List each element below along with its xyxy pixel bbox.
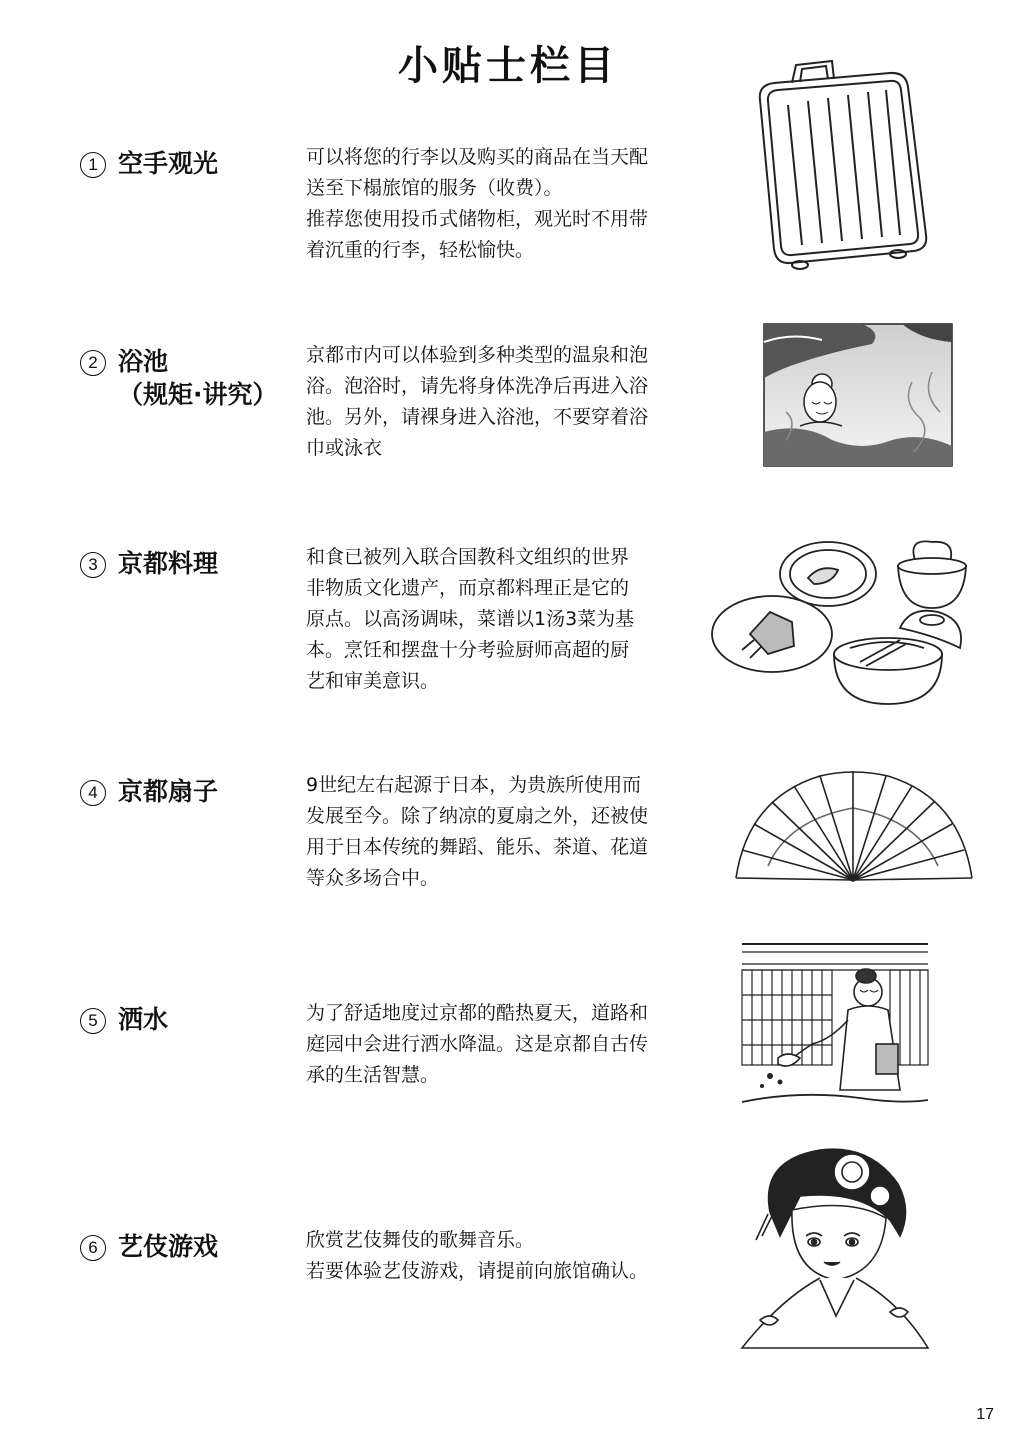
section-heading: 京都扇子 xyxy=(118,777,219,806)
body-line: 9世纪左右起源于日本，为贵族所使用而 xyxy=(306,774,642,796)
body-line: 庭园中会进行洒水降温。这是京都自古传 xyxy=(306,1033,649,1055)
section-body xyxy=(306,770,696,894)
section-heading: 洒水 xyxy=(118,1005,169,1034)
section-body xyxy=(306,142,696,266)
body-line: 送至下榻旅馆的服务（收费）。 xyxy=(306,177,563,199)
section-subheading: （规矩·讲究） xyxy=(118,380,278,409)
geisha-icon xyxy=(740,1140,930,1350)
section-heading: 京都料理 xyxy=(118,549,219,578)
page-number: 17 xyxy=(976,1406,994,1423)
section-number: 3 xyxy=(80,552,106,578)
body-line: 非物质文化遗产，而京都料理正是它的 xyxy=(306,577,630,599)
body-line: 等众多场合中。 xyxy=(306,867,440,889)
body-line: 用于日本传统的舞蹈、能乐、茶道、花道 xyxy=(306,836,649,858)
section-heading: 艺伎游戏 xyxy=(118,1232,219,1261)
kyoto-cuisine-icon xyxy=(710,536,970,706)
hot-spring-icon xyxy=(762,322,954,468)
body-line: 推荐您使用投币式储物柜，观光时不用带 xyxy=(306,208,649,230)
water-sprinkling-icon xyxy=(740,940,930,1108)
body-line: 池。另外，请裸身进入浴池，不要穿着浴 xyxy=(306,406,649,428)
body-line: 艺和审美意识。 xyxy=(306,670,440,692)
body-line: 原点。以高汤调味，菜谱以1汤3菜为基 xyxy=(306,608,635,630)
body-line: 巾或泳衣 xyxy=(306,437,383,459)
body-line: 京都市内可以体验到多种类型的温泉和泡 xyxy=(306,344,649,366)
section-heading: 空手观光 xyxy=(118,149,219,178)
section-number: 4 xyxy=(80,780,106,806)
body-line: 承的生活智慧。 xyxy=(306,1064,440,1086)
section-number: 1 xyxy=(80,152,106,178)
section-body xyxy=(306,340,696,464)
section-number: 6 xyxy=(80,1235,106,1261)
body-line: 为了舒适地度过京都的酷热夏天，道路和 xyxy=(306,1002,649,1024)
section-body xyxy=(306,542,696,697)
suitcase-icon xyxy=(750,55,930,270)
page-title: 小贴士栏目 xyxy=(398,43,618,89)
section-number: 5 xyxy=(80,1008,106,1034)
section-body xyxy=(306,1225,696,1287)
body-line: 浴。泡浴时，请先将身体洗净后再进入浴 xyxy=(306,375,649,397)
body-line: 欣赏艺伎舞伎的歌舞音乐。 xyxy=(306,1229,535,1251)
body-line: 若要体验艺伎游戏，请提前向旅馆确认。 xyxy=(306,1260,649,1282)
section-body xyxy=(306,998,696,1091)
body-line: 和食已被列入联合国教科文组织的世界 xyxy=(306,546,630,568)
body-line: 可以将您的行李以及购买的商品在当天配 xyxy=(306,146,649,168)
body-line: 着沉重的行李，轻松愉快。 xyxy=(306,239,535,261)
section-number: 2 xyxy=(80,350,106,376)
body-line: 本。烹饪和摆盘十分考验厨师高超的厨 xyxy=(306,639,630,661)
section-heading: 浴池 xyxy=(118,347,169,376)
folding-fan-icon xyxy=(728,768,978,886)
body-line: 发展至今。除了纳凉的夏扇之外，还被使 xyxy=(306,805,649,827)
